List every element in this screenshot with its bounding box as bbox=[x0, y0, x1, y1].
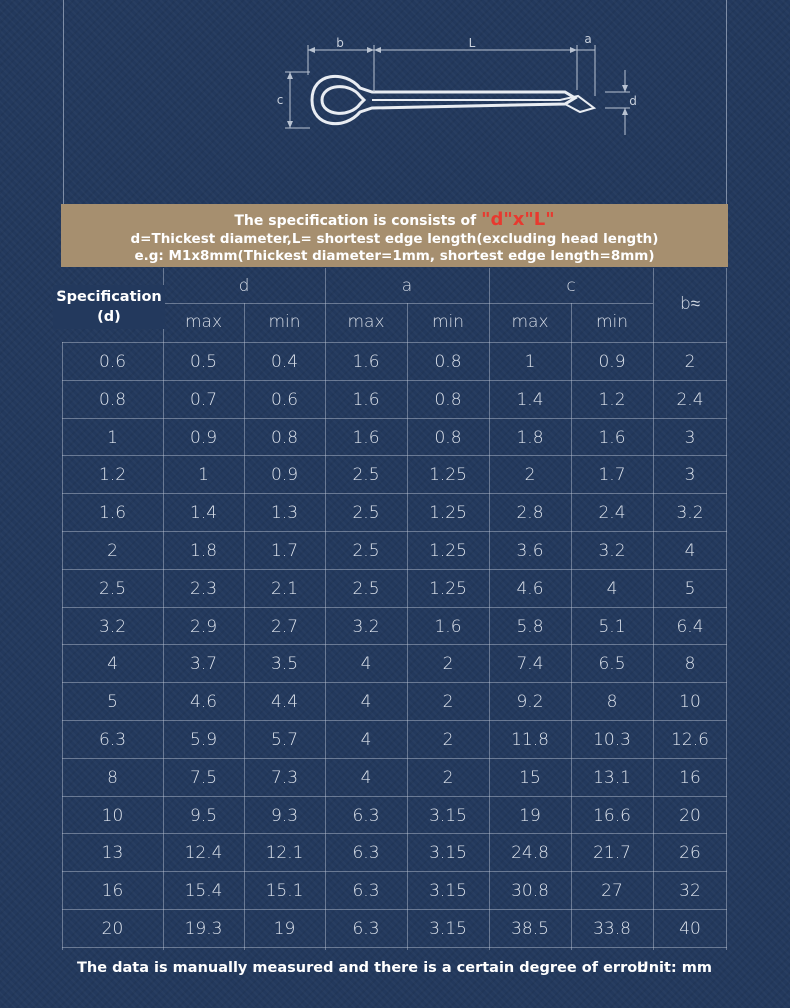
table-cell: 2.3 bbox=[189, 578, 218, 599]
table-cell: 1.6 bbox=[352, 427, 380, 448]
spec-column-header bbox=[53, 285, 165, 329]
table-cell: 4 bbox=[684, 541, 696, 561]
table-cell: 0.9 bbox=[189, 427, 218, 448]
table-cell: 19 bbox=[519, 805, 541, 826]
table-cell: 1.25 bbox=[429, 465, 467, 486]
table-cell: 1.7 bbox=[598, 465, 626, 486]
table-cell: 1.6 bbox=[598, 427, 626, 448]
table-cell: 5.8 bbox=[516, 616, 544, 637]
grid-hline bbox=[62, 758, 727, 759]
table-cell: 2.5 bbox=[352, 578, 380, 599]
table-cell: 2.4 bbox=[676, 389, 704, 410]
grid-hline bbox=[62, 493, 727, 494]
table-cell: 1.2 bbox=[598, 389, 626, 410]
dim-label-d: d bbox=[629, 94, 637, 108]
table-cell: 4 bbox=[360, 654, 372, 675]
table-cell: 2.5 bbox=[98, 578, 127, 599]
table-cell: 0.7 bbox=[189, 389, 218, 410]
banner-line-1-prefix: The specification is consists of bbox=[234, 213, 482, 229]
grid-hline bbox=[62, 531, 727, 532]
table-cell: 1.8 bbox=[516, 427, 544, 448]
table-cell: 0.6 bbox=[270, 389, 299, 410]
grid-hline bbox=[62, 947, 727, 948]
table-cell: 40 bbox=[679, 919, 701, 939]
table-cell: 3.15 bbox=[429, 805, 467, 826]
footer bbox=[62, 950, 727, 988]
table-cell: 2.8 bbox=[516, 503, 544, 524]
table-cell: 12.6 bbox=[671, 730, 709, 750]
group-header-d: d bbox=[238, 276, 250, 296]
table-cell: 1.25 bbox=[429, 503, 467, 524]
table-cell: 4 bbox=[360, 692, 372, 713]
table-cell: 3.2 bbox=[352, 616, 380, 637]
table-cell: 0.9 bbox=[270, 465, 299, 486]
table-cell: 7.5 bbox=[189, 767, 218, 788]
table-cell: 16.6 bbox=[593, 805, 631, 826]
spec-header-line-1: Specification bbox=[56, 289, 162, 305]
table-cell: 5.7 bbox=[270, 730, 299, 750]
table-cell: 6.3 bbox=[352, 881, 380, 902]
grid-hline bbox=[62, 909, 727, 910]
table-cell: 1 bbox=[107, 427, 118, 448]
table-cell: 5 bbox=[684, 578, 696, 599]
grid-hline bbox=[62, 720, 727, 721]
table-cell: 15.4 bbox=[184, 881, 223, 902]
banner-line-2: d=Thickest diameter,L= shortest edge length(excluding head length) bbox=[130, 231, 659, 247]
table-cell: 2 bbox=[442, 692, 454, 713]
table-cell: 6.3 bbox=[98, 730, 127, 750]
table-cell: 7.4 bbox=[516, 654, 544, 675]
table-cell: 4 bbox=[360, 767, 372, 788]
grid-hline bbox=[62, 380, 727, 381]
table-cell: 13.1 bbox=[593, 767, 631, 788]
table-cell: 16 bbox=[679, 767, 701, 788]
banner-highlight: "d"x"L" bbox=[481, 209, 555, 230]
table-cell: 2.5 bbox=[352, 465, 380, 486]
table-cell: 2 bbox=[524, 465, 536, 486]
table-cell: 5 bbox=[107, 692, 118, 713]
table-cell: 0.4 bbox=[270, 352, 299, 372]
grid-hline bbox=[62, 607, 727, 608]
table-cell: 6.5 bbox=[598, 654, 626, 675]
table-cell: 3.2 bbox=[98, 616, 127, 637]
group-header-c: c bbox=[566, 276, 576, 296]
table-cell: 1.2 bbox=[98, 465, 127, 486]
sub-header-max: max bbox=[347, 312, 385, 332]
grid-hline bbox=[62, 644, 727, 645]
table-cell: 1.8 bbox=[189, 541, 218, 561]
table-cell: 1.25 bbox=[429, 541, 467, 561]
b-approx-header: b≈ bbox=[679, 294, 701, 314]
dim-label-c: c bbox=[276, 93, 284, 107]
table-cell: 7.3 bbox=[270, 767, 299, 788]
table-cell: 38.5 bbox=[511, 919, 549, 939]
table-cell: 6.3 bbox=[352, 805, 380, 826]
table-cell: 2 bbox=[107, 541, 118, 561]
table-cell: 0.6 bbox=[98, 352, 127, 372]
table-cell: 2 bbox=[442, 730, 454, 750]
table-cell: 4.6 bbox=[516, 578, 544, 599]
cotter-pin-diagram bbox=[60, 0, 730, 205]
table-cell: 0.8 bbox=[434, 352, 462, 372]
table-cell: 2.9 bbox=[189, 616, 218, 637]
table-cell: 12.4 bbox=[184, 843, 223, 864]
table-cell: 5.1 bbox=[598, 616, 626, 637]
table-cell: 9.2 bbox=[516, 692, 544, 713]
table-cell: 26 bbox=[679, 843, 701, 864]
table-cell: 9.5 bbox=[189, 805, 218, 826]
table-cell: 12.1 bbox=[265, 843, 304, 864]
banner-line-3: e.g: M1x8mm(Thickest diameter=1mm, shortest edge length=8mm) bbox=[134, 248, 655, 264]
table-cell: 2.4 bbox=[598, 503, 626, 524]
table-cell: 27 bbox=[601, 881, 623, 902]
grid-hline bbox=[62, 682, 727, 683]
table-cell: 19.3 bbox=[184, 919, 223, 939]
table-cell: 4 bbox=[107, 654, 118, 675]
footer-unit: Unit: mm bbox=[636, 960, 712, 976]
table-cell: 2 bbox=[442, 767, 454, 788]
table-cell: 20 bbox=[101, 919, 124, 939]
dim-label-a: a bbox=[584, 32, 592, 46]
table-cell: 3.15 bbox=[429, 881, 467, 902]
table-cell: 0.8 bbox=[434, 427, 462, 448]
banner-line-1 bbox=[61, 209, 728, 230]
table-cell: 1.6 bbox=[352, 352, 380, 372]
grid-hline bbox=[62, 796, 727, 797]
grid-hline bbox=[62, 871, 727, 872]
table-cell: 2 bbox=[684, 352, 696, 372]
grid-hline bbox=[163, 303, 653, 304]
spec-banner bbox=[61, 204, 728, 267]
table-cell: 10.3 bbox=[593, 730, 631, 750]
table-cell: 1.4 bbox=[189, 503, 218, 524]
table-cell: 9.3 bbox=[270, 805, 299, 826]
table-cell: 32 bbox=[679, 881, 701, 902]
table-cell: 4.4 bbox=[270, 692, 299, 713]
table-cell: 0.8 bbox=[270, 427, 299, 448]
table-cell: 13 bbox=[101, 843, 124, 864]
table-cell: 1.4 bbox=[516, 389, 544, 410]
table-cell: 24.8 bbox=[511, 843, 549, 864]
table-cell: 3 bbox=[684, 465, 696, 486]
grid-hline bbox=[62, 342, 727, 343]
table-cell: 0.8 bbox=[98, 389, 127, 410]
table-cell: 3.15 bbox=[429, 919, 467, 939]
table-cell: 1.3 bbox=[270, 503, 299, 524]
grid-hline bbox=[62, 418, 727, 419]
footer-note: The data is manually measured and there is a certain degree of error. bbox=[77, 960, 648, 976]
spec-header-line-2: (d) bbox=[97, 309, 121, 325]
table-cell: 1.6 bbox=[434, 616, 462, 637]
table-cell: 8 bbox=[107, 767, 118, 788]
table-cell: 4 bbox=[360, 730, 372, 750]
table-cell: 3.15 bbox=[429, 843, 467, 864]
table-cell: 1 bbox=[198, 465, 209, 486]
sub-header-max: max bbox=[511, 312, 549, 332]
sub-header-min: min bbox=[268, 312, 301, 332]
table-cell: 6.3 bbox=[352, 843, 380, 864]
table-cell: 1.25 bbox=[429, 578, 467, 599]
table-cell: 2.5 bbox=[352, 503, 380, 524]
grid-hline bbox=[62, 833, 727, 834]
table-cell: 33.8 bbox=[593, 919, 631, 939]
table-cell: 2 bbox=[442, 654, 454, 675]
table-cell: 2.7 bbox=[270, 616, 299, 637]
table-cell: 20 bbox=[679, 805, 701, 826]
table-cell: 0.9 bbox=[598, 352, 626, 372]
table-cell: 10 bbox=[101, 805, 124, 826]
table-cell: 21.7 bbox=[593, 843, 631, 864]
spec-table bbox=[62, 268, 727, 950]
table-cell: 3.2 bbox=[598, 541, 626, 561]
sub-header-max: max bbox=[184, 312, 223, 332]
table-cell: 0.5 bbox=[189, 352, 218, 372]
table-cell: 3.6 bbox=[516, 541, 544, 561]
table-cell: 10 bbox=[679, 692, 701, 713]
grid-hline bbox=[62, 455, 727, 456]
table-cell: 8 bbox=[606, 692, 618, 713]
table-cell: 2.1 bbox=[270, 578, 299, 599]
table-cell: 4 bbox=[606, 578, 618, 599]
table-cell: 15 bbox=[519, 767, 541, 788]
table-cell: 3.5 bbox=[270, 654, 299, 675]
table-cell: 1 bbox=[524, 352, 536, 372]
table-cell: 15.1 bbox=[265, 881, 304, 902]
table-cell: 1.6 bbox=[98, 503, 127, 524]
table-cell: 3.7 bbox=[189, 654, 218, 675]
table-cell: 1.7 bbox=[270, 541, 299, 561]
group-header-a: a bbox=[401, 276, 413, 296]
grid-hline bbox=[62, 569, 727, 570]
table-cell: 11.8 bbox=[511, 730, 549, 750]
table-cell: 5.9 bbox=[189, 730, 218, 750]
table-cell: 16 bbox=[101, 881, 124, 902]
table-cell: 2.5 bbox=[352, 541, 380, 561]
dim-label-b: b bbox=[336, 36, 344, 50]
table-cell: 6.3 bbox=[352, 919, 380, 939]
table-cell: 19 bbox=[273, 919, 296, 939]
table-cell: 4.6 bbox=[189, 692, 218, 713]
table-cell: 0.8 bbox=[434, 389, 462, 410]
table-cell: 30.8 bbox=[511, 881, 549, 902]
table-cell: 8 bbox=[684, 654, 696, 675]
dim-label-L: L bbox=[468, 36, 476, 50]
table-cell: 6.4 bbox=[676, 616, 704, 637]
table-cell: 3.2 bbox=[676, 503, 704, 524]
table-cell: 1.6 bbox=[352, 389, 380, 410]
sub-header-min: min bbox=[431, 312, 465, 332]
sub-header-min: min bbox=[595, 312, 629, 332]
table-cell: 3 bbox=[684, 427, 696, 448]
